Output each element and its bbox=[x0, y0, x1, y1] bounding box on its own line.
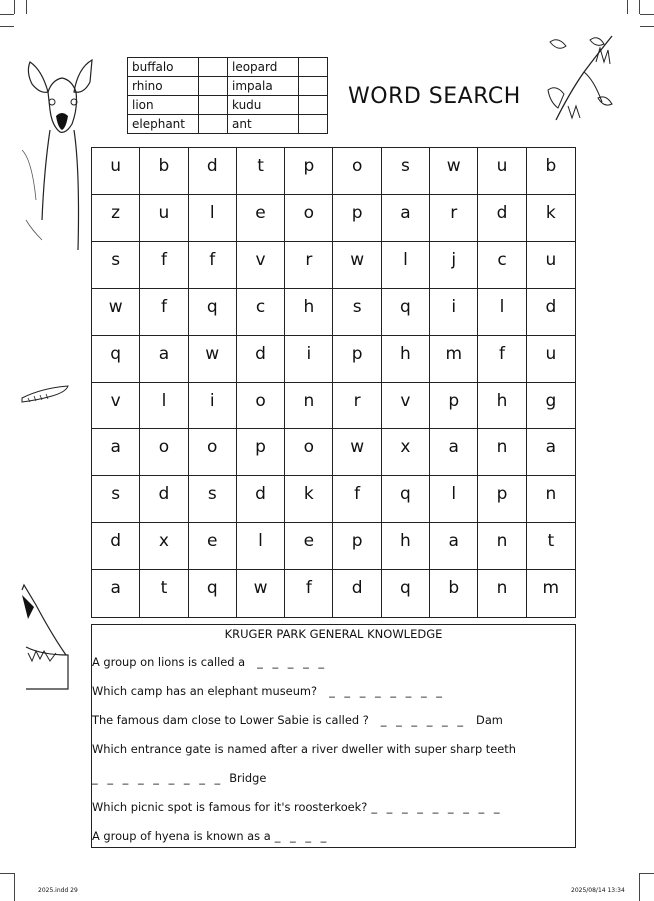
question-text: Which camp has an elephant museum? bbox=[92, 684, 318, 698]
quiz-question bbox=[92, 684, 445, 698]
grid-cell[interactable]: w bbox=[430, 148, 478, 195]
grid-cell[interactable]: e bbox=[237, 195, 285, 242]
grid-cell[interactable]: g bbox=[527, 383, 575, 430]
grid-cell[interactable]: q bbox=[189, 570, 237, 617]
grid-cell[interactable]: s bbox=[333, 289, 381, 336]
grid-cell[interactable]: h bbox=[382, 523, 430, 570]
word-list-item: leopard bbox=[228, 58, 299, 77]
grid-cell[interactable]: h bbox=[382, 336, 430, 383]
word-list-checkbox bbox=[299, 58, 328, 77]
grid-cell[interactable]: u bbox=[527, 336, 575, 383]
question-text: The famous dam close to Lower Sabie is called ? bbox=[92, 713, 369, 727]
word-list-checkbox bbox=[199, 77, 228, 96]
grid-cell[interactable]: d bbox=[189, 148, 237, 195]
word-list-checkbox bbox=[299, 96, 328, 115]
grid-cell[interactable]: c bbox=[478, 242, 526, 289]
grid-cell[interactable]: a bbox=[92, 570, 140, 617]
grid-cell[interactable]: a bbox=[430, 429, 478, 476]
grid-cell[interactable]: i bbox=[189, 383, 237, 430]
word-search-grid bbox=[91, 147, 576, 618]
grid-cell[interactable]: a bbox=[92, 429, 140, 476]
grid-cell[interactable]: b bbox=[430, 570, 478, 617]
grid-cell[interactable]: r bbox=[285, 242, 333, 289]
grid-cell[interactable]: w bbox=[92, 289, 140, 336]
grid-cell[interactable]: o bbox=[333, 148, 381, 195]
hut-illustration bbox=[22, 585, 72, 695]
grid-cell[interactable]: r bbox=[333, 383, 381, 430]
quiz-question bbox=[92, 829, 329, 843]
grid-cell[interactable]: s bbox=[92, 476, 140, 523]
grid-cell[interactable]: d bbox=[478, 195, 526, 242]
word-list-item: ant bbox=[228, 115, 299, 134]
quiz-question-continued bbox=[92, 771, 266, 785]
grid-cell[interactable]: q bbox=[92, 336, 140, 383]
crop-mark bbox=[639, 0, 640, 14]
crop-mark bbox=[640, 26, 654, 27]
word-list-item: impala bbox=[228, 77, 299, 96]
grid-cell[interactable]: q bbox=[382, 289, 430, 336]
grid-cell[interactable]: i bbox=[430, 289, 478, 336]
grid-cell[interactable]: p bbox=[430, 383, 478, 430]
word-list-row bbox=[128, 58, 328, 77]
crop-mark bbox=[14, 873, 15, 901]
question-text: Which picnic spot is famous for it's roosterkoek? bbox=[92, 800, 368, 814]
crocodile-illustration bbox=[22, 384, 70, 408]
grid-cell[interactable]: o bbox=[237, 383, 285, 430]
grid-cell[interactable]: p bbox=[333, 523, 381, 570]
grid-cell[interactable]: c bbox=[237, 289, 285, 336]
word-list-checkbox bbox=[299, 115, 328, 134]
crop-mark bbox=[26, 0, 27, 14]
grid-cell[interactable]: o bbox=[140, 429, 188, 476]
grid-cell[interactable]: o bbox=[189, 429, 237, 476]
question-text: A group of hyena is known as a bbox=[92, 829, 271, 843]
word-list-checkbox bbox=[199, 96, 228, 115]
grid-cell[interactable]: q bbox=[382, 476, 430, 523]
grid-cell[interactable]: o bbox=[285, 195, 333, 242]
grid-cell[interactable]: n bbox=[285, 383, 333, 430]
grid-cell[interactable]: d bbox=[237, 476, 285, 523]
grid-cell[interactable]: v bbox=[382, 383, 430, 430]
quiz-question bbox=[92, 800, 503, 814]
question-text: A group on lions is called a bbox=[92, 655, 246, 669]
grid-cell[interactable]: o bbox=[285, 429, 333, 476]
word-list-table bbox=[127, 57, 328, 134]
grid-cell[interactable]: p bbox=[333, 336, 381, 383]
word-list-item: elephant bbox=[128, 115, 199, 134]
grid-cell[interactable]: h bbox=[285, 289, 333, 336]
quiz-question bbox=[92, 742, 516, 756]
grid-cell[interactable]: p bbox=[478, 476, 526, 523]
crop-mark bbox=[640, 14, 654, 15]
answer-blank: _ _ _ _ _ _ bbox=[380, 713, 467, 727]
crop-mark bbox=[14, 0, 15, 14]
grid-cell[interactable]: a bbox=[527, 429, 575, 476]
word-list-checkbox bbox=[299, 77, 328, 96]
grid-cell[interactable]: h bbox=[478, 383, 526, 430]
grid-cell[interactable]: w bbox=[333, 429, 381, 476]
grid-cell[interactable]: a bbox=[430, 523, 478, 570]
grid-cell[interactable]: q bbox=[189, 289, 237, 336]
word-list-row bbox=[128, 115, 328, 134]
answer-suffix: Dam bbox=[476, 713, 503, 727]
grid-cell[interactable]: k bbox=[285, 476, 333, 523]
grid-cell[interactable]: d bbox=[92, 523, 140, 570]
crop-mark bbox=[627, 0, 628, 14]
grid-cell[interactable]: s bbox=[189, 476, 237, 523]
word-list-item: buffalo bbox=[128, 58, 199, 77]
answer-blank: _ _ _ _ _ bbox=[257, 655, 328, 669]
page-title: WORD SEARCH bbox=[348, 84, 521, 109]
grid-cell[interactable]: a bbox=[140, 336, 188, 383]
grid-cell[interactable]: e bbox=[189, 523, 237, 570]
grid-cell[interactable]: j bbox=[430, 242, 478, 289]
crop-mark bbox=[639, 873, 640, 901]
grid-cell[interactable]: n bbox=[527, 476, 575, 523]
grid-cell[interactable]: r bbox=[430, 195, 478, 242]
grid-cell[interactable]: i bbox=[285, 336, 333, 383]
answer-blank: _ _ _ _ _ _ _ _ _ bbox=[371, 800, 503, 814]
grid-cell[interactable]: w bbox=[237, 570, 285, 617]
grid-cell[interactable]: t bbox=[140, 570, 188, 617]
grid-cell[interactable]: f bbox=[140, 289, 188, 336]
answer-blank: _ _ _ _ bbox=[274, 829, 330, 843]
grid-cell[interactable]: l bbox=[382, 242, 430, 289]
grid-cell[interactable]: w bbox=[189, 336, 237, 383]
question-text: Which entrance gate is named after a river dweller with super sharp teeth bbox=[92, 742, 516, 756]
grid-cell[interactable]: d bbox=[527, 289, 575, 336]
grid-cell[interactable]: v bbox=[237, 242, 285, 289]
grid-cell[interactable]: l bbox=[478, 289, 526, 336]
grid-cell[interactable]: s bbox=[382, 148, 430, 195]
word-list-item: kudu bbox=[228, 96, 299, 115]
grid-cell[interactable]: z bbox=[92, 195, 140, 242]
crop-mark bbox=[0, 873, 14, 874]
grid-cell[interactable]: e bbox=[285, 523, 333, 570]
grid-cell[interactable]: l bbox=[430, 476, 478, 523]
word-list-checkbox bbox=[199, 58, 228, 77]
crop-mark bbox=[0, 14, 14, 15]
grid-cell[interactable]: x bbox=[140, 523, 188, 570]
grid-cell[interactable]: f bbox=[140, 242, 188, 289]
grid-cell[interactable]: m bbox=[542, 578, 560, 599]
grid-cell[interactable]: s bbox=[92, 242, 140, 289]
grid-cell[interactable]: f bbox=[285, 570, 333, 617]
grid-cell[interactable]: t bbox=[237, 148, 285, 195]
grid-cell[interactable]: n bbox=[478, 429, 526, 476]
footer-file-label: 2025.indd 29 bbox=[38, 887, 78, 894]
quiz-question bbox=[92, 713, 503, 727]
word-list-item: lion bbox=[128, 96, 199, 115]
footer-timestamp: 2025/08/14 13:34 bbox=[571, 887, 625, 894]
grid-cell[interactable]: q bbox=[382, 570, 430, 617]
word-list-checkbox bbox=[199, 115, 228, 134]
antelope-illustration bbox=[22, 50, 92, 260]
grid-cell[interactable]: n bbox=[478, 523, 526, 570]
answer-blank: _ _ _ _ _ _ _ _ _ bbox=[92, 771, 224, 785]
word-list-row bbox=[128, 96, 328, 115]
grid-cell[interactable]: w bbox=[333, 242, 381, 289]
grid-cell[interactable]: u bbox=[140, 195, 188, 242]
word-list-item: rhino bbox=[128, 77, 199, 96]
grid-cell[interactable]: f bbox=[333, 476, 381, 523]
grid-cell[interactable]: p bbox=[333, 195, 381, 242]
grid-cell[interactable]: t bbox=[527, 523, 575, 570]
answer-blank: _ _ _ _ _ _ _ _ bbox=[329, 684, 445, 698]
grid-cell[interactable]: l bbox=[140, 383, 188, 430]
grid-cell[interactable]: d bbox=[140, 476, 188, 523]
grid-cell[interactable]: a bbox=[382, 195, 430, 242]
grid-cell[interactable]: b bbox=[140, 148, 188, 195]
crop-mark bbox=[640, 873, 654, 874]
grid-cell[interactable]: p bbox=[285, 148, 333, 195]
grid-cell[interactable]: l bbox=[237, 523, 285, 570]
quiz-question bbox=[92, 655, 327, 669]
grid-cell[interactable]: p bbox=[237, 429, 285, 476]
plant-illustration bbox=[546, 32, 616, 124]
grid-cell[interactable]: f bbox=[189, 242, 237, 289]
grid-cell[interactable]: x bbox=[382, 429, 430, 476]
grid-cell[interactable]: m bbox=[430, 336, 478, 383]
word-list-row bbox=[128, 77, 328, 96]
answer-suffix: Bridge bbox=[229, 771, 267, 785]
quiz-title: KRUGER PARK GENERAL KNOWLEDGE bbox=[224, 627, 443, 641]
quiz-box bbox=[91, 624, 576, 848]
grid-cell[interactable]: v bbox=[92, 383, 140, 430]
grid-cell[interactable]: b bbox=[527, 148, 575, 195]
crop-mark bbox=[0, 26, 14, 27]
grid-cell[interactable]: u bbox=[478, 148, 526, 195]
grid-cell[interactable]: k bbox=[527, 195, 575, 242]
grid-cell[interactable]: d bbox=[333, 570, 381, 617]
grid-cell[interactable]: u bbox=[92, 148, 140, 195]
grid-cell[interactable]: u bbox=[527, 242, 575, 289]
grid-cell[interactable]: d bbox=[237, 336, 285, 383]
grid-cell[interactable]: n bbox=[478, 570, 526, 617]
grid-cell[interactable]: f bbox=[478, 336, 526, 383]
grid-cell[interactable]: l bbox=[189, 195, 237, 242]
